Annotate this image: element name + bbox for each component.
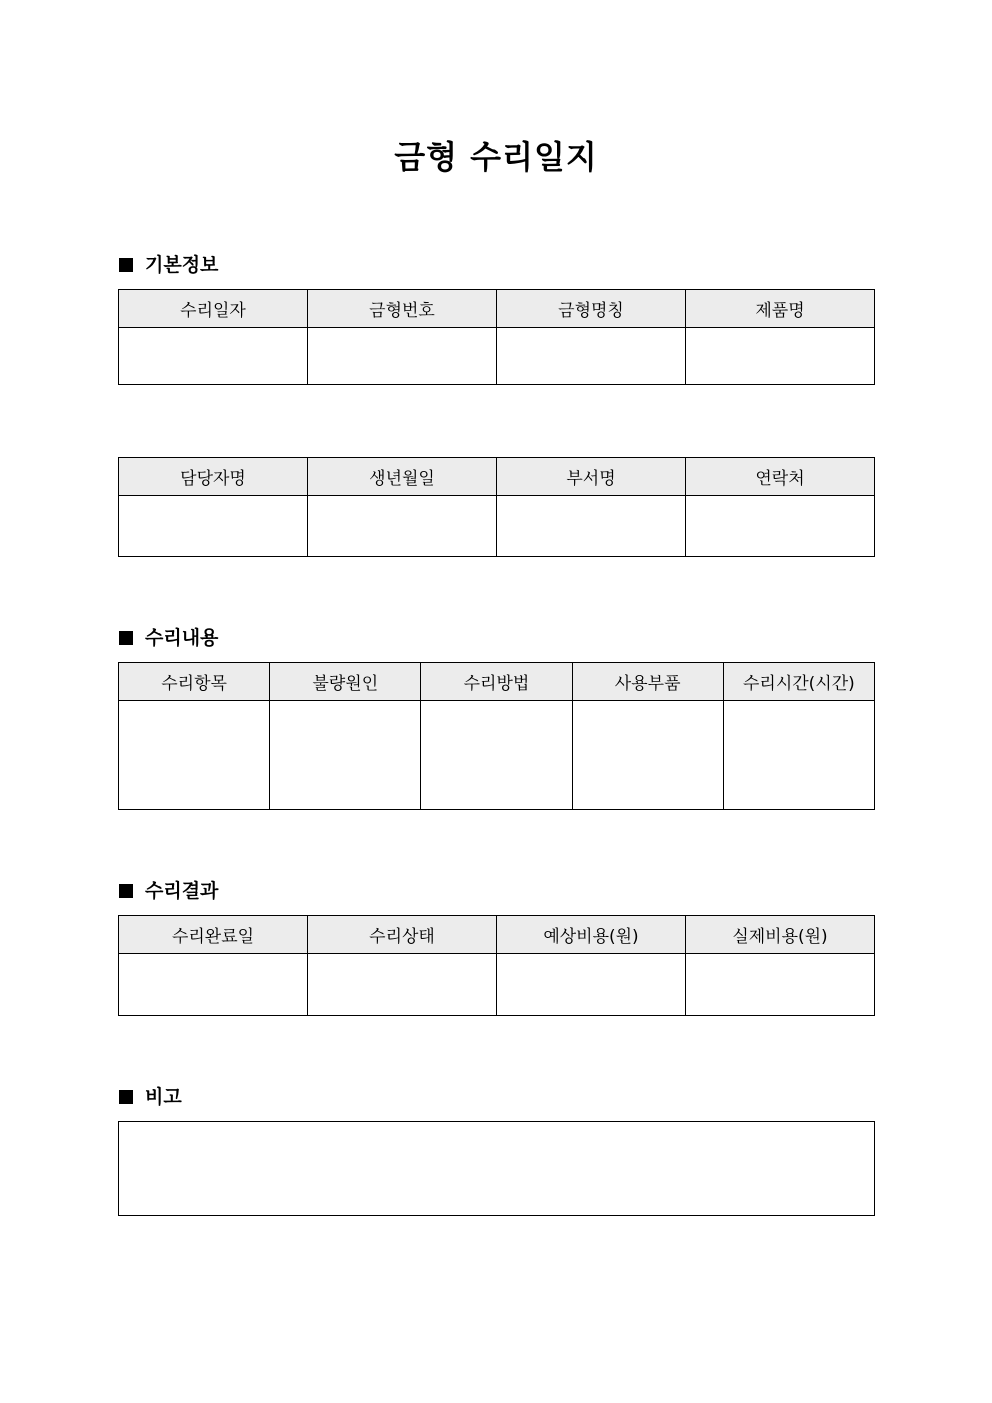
- header-completion-date: 수리완료일: [119, 916, 308, 954]
- estimated-cost-cell[interactable]: [497, 954, 686, 1016]
- header-defect-cause: 불량원인: [270, 663, 421, 701]
- mold-name-cell[interactable]: [497, 328, 686, 385]
- section-heading-remarks: [119, 1084, 182, 1110]
- square-bullet-icon: [119, 884, 133, 898]
- birth-date-cell[interactable]: [308, 496, 497, 557]
- manager-name-cell[interactable]: [119, 496, 308, 557]
- mold-number-cell[interactable]: [308, 328, 497, 385]
- header-mold-number: 금형번호: [308, 290, 497, 328]
- square-bullet-icon: [119, 258, 133, 272]
- header-department: 부서명: [497, 458, 686, 496]
- repair-item-cell[interactable]: [119, 701, 270, 810]
- section-heading-repair-result: [119, 878, 218, 904]
- repair-content-table: [118, 662, 875, 810]
- contact-cell[interactable]: [686, 496, 875, 557]
- section-label: 수리내용: [145, 627, 219, 649]
- product-name-cell[interactable]: [686, 328, 875, 385]
- table-row: [119, 701, 875, 810]
- table-row: [119, 496, 875, 557]
- header-birth-date: 생년월일: [308, 458, 497, 496]
- person-info-table: [118, 457, 875, 557]
- table-header-row: [119, 916, 875, 954]
- section-label: 수리결과: [145, 880, 219, 902]
- header-repair-status: 수리상태: [308, 916, 497, 954]
- basic-info-table: [118, 289, 875, 385]
- square-bullet-icon: [119, 631, 133, 645]
- parts-used-cell[interactable]: [572, 701, 723, 810]
- header-repair-date: 수리일자: [119, 290, 308, 328]
- header-product-name: 제품명: [686, 290, 875, 328]
- page-title: 금형 수리일지: [394, 138, 598, 176]
- header-repair-item: 수리항목: [119, 663, 270, 701]
- section-heading-basic-info: [119, 252, 218, 278]
- completion-date-cell[interactable]: [119, 954, 308, 1016]
- repair-date-cell[interactable]: [119, 328, 308, 385]
- header-repair-hours: 수리시간(시간): [723, 663, 874, 701]
- table-header-row: [119, 290, 875, 328]
- repair-status-cell[interactable]: [308, 954, 497, 1016]
- header-actual-cost: 실제비용(원): [686, 916, 875, 954]
- table-row: [119, 328, 875, 385]
- header-parts-used: 사용부품: [572, 663, 723, 701]
- repair-result-table: [118, 915, 875, 1016]
- header-contact: 연락처: [686, 458, 875, 496]
- department-cell[interactable]: [497, 496, 686, 557]
- table-header-row: [119, 458, 875, 496]
- header-estimated-cost: 예상비용(원): [497, 916, 686, 954]
- header-repair-method: 수리방법: [421, 663, 572, 701]
- header-mold-name: 금형명칭: [497, 290, 686, 328]
- table-header-row: [119, 663, 875, 701]
- defect-cause-cell[interactable]: [270, 701, 421, 810]
- repair-hours-cell[interactable]: [723, 701, 874, 810]
- square-bullet-icon: [119, 1090, 133, 1104]
- repair-method-cell[interactable]: [421, 701, 572, 810]
- section-label: 기본정보: [145, 254, 219, 276]
- table-row: [119, 954, 875, 1016]
- section-label: 비고: [145, 1086, 182, 1108]
- header-manager-name: 담당자명: [119, 458, 308, 496]
- actual-cost-cell[interactable]: [686, 954, 875, 1016]
- section-heading-repair-content: [119, 625, 218, 651]
- remarks-box[interactable]: [118, 1121, 875, 1216]
